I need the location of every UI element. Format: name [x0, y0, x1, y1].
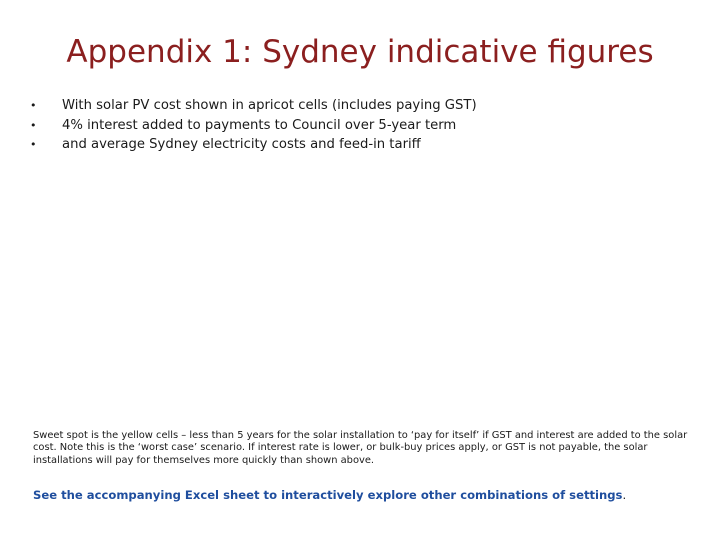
bullet-text: and average Sydney electricity costs and feed-in tariff: [62, 137, 421, 152]
bullet-text: 4% interest added to payments to Council over 5-year term: [62, 117, 457, 133]
sweet-spot-note: Sweet spot is the yellow cells – less than 5 years for the solar installation to ‘pay for itself’ if GST and interest are added to the solar cost. Note this is the ‘worst case’ scenario. If interest rate is lower, or bulk-buy prices apply, or GST is not payable, the solar installations will pay for themselves more quickly than shown above.: [33, 430, 688, 466]
excel-sheet-note-text: See the accompanying Excel sheet to interactively explore other combinations of settings: [33, 488, 623, 502]
slide-title: Appendix 1: Sydney indicative figures: [66, 34, 654, 70]
bullet-item: [30, 116, 477, 136]
excel-sheet-note-period: .: [622, 488, 627, 502]
bullet-list: [30, 96, 477, 155]
bullet-marker: •: [30, 138, 37, 151]
bullet-item: [30, 96, 477, 116]
bullet-marker: •: [30, 118, 37, 132]
excel-sheet-note: [33, 487, 693, 503]
bullet-item: [30, 135, 477, 155]
bullet-marker: •: [30, 99, 37, 112]
bullet-text: With solar PV cost shown in apricot cells (includes paying GST): [62, 98, 477, 113]
